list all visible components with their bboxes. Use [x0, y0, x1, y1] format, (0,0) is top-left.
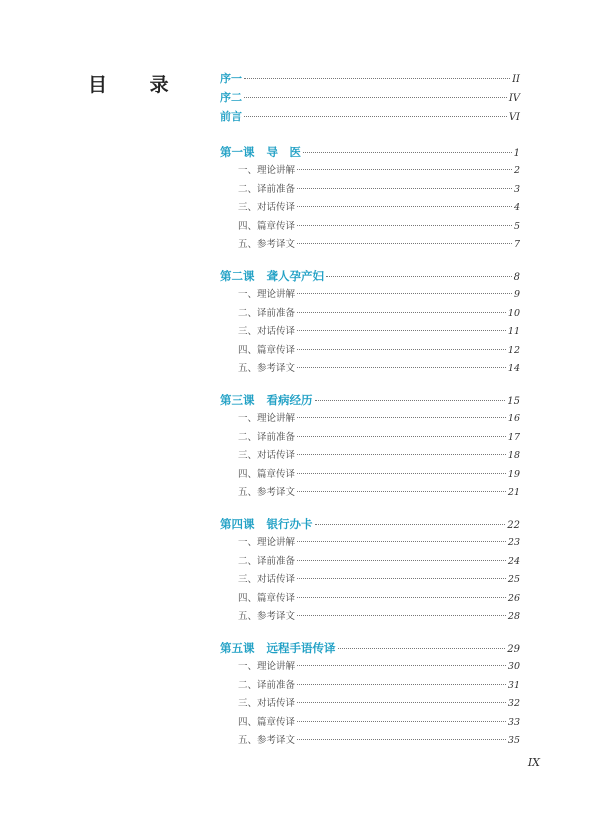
section-label: 一、理论讲解	[238, 661, 296, 672]
page-title: 目 录	[88, 74, 187, 96]
section-label: 二、译前准备	[238, 307, 296, 319]
page-number: IX	[527, 756, 540, 769]
dot-leader	[297, 665, 506, 666]
toc-lesson-1-page: 1	[513, 148, 520, 159]
toc-section[interactable]	[220, 199, 520, 213]
dot-leader	[297, 739, 506, 740]
toc-section-page: 26	[507, 592, 520, 604]
toc-front-2-page: IV	[508, 93, 520, 104]
lesson-title: 银行办卡	[266, 517, 313, 531]
section-label: 三、对话传译	[238, 202, 296, 213]
dot-leader	[297, 578, 506, 579]
toc-section[interactable]	[220, 447, 520, 461]
dot-leader	[297, 243, 512, 244]
toc-section-label	[220, 732, 295, 746]
toc-section-label	[220, 677, 295, 691]
toc-section-label	[220, 484, 295, 498]
toc-section[interactable]	[220, 608, 520, 622]
toc-front-3-label	[220, 108, 242, 124]
toc-lesson-2-page: 8	[513, 272, 520, 283]
toc-lesson-4[interactable]	[220, 516, 520, 532]
toc-section-page: 3	[513, 183, 520, 195]
toc-section[interactable]	[220, 181, 520, 195]
section-label: 五、参考译文	[238, 735, 296, 746]
toc-front-1-page: II	[512, 74, 520, 85]
toc-section-page: 14	[507, 363, 520, 374]
dot-leader	[297, 367, 506, 368]
section-label: 五、参考译文	[238, 611, 296, 622]
toc-section[interactable]	[220, 553, 520, 567]
toc-section[interactable]	[220, 323, 520, 337]
section-label: 四、篇章传译	[238, 344, 296, 356]
toc-lesson-4-label	[220, 516, 313, 532]
toc-lesson-5-label	[220, 640, 336, 656]
toc-section[interactable]	[220, 571, 520, 585]
toc-front-3-page: VI	[508, 112, 520, 123]
dot-leader	[297, 225, 512, 226]
lesson-number: 第四课	[220, 517, 255, 531]
section-label: 四、篇章传译	[238, 716, 296, 728]
toc-section-label	[220, 590, 295, 604]
toc-section-label	[220, 714, 295, 728]
lesson-number: 第五课	[220, 641, 255, 655]
toc-lesson-3-page: 15	[507, 396, 520, 407]
toc-section[interactable]	[220, 466, 520, 480]
toc-section-page: 31	[507, 679, 520, 691]
toc-section-page: 32	[507, 698, 520, 709]
toc-section-label	[220, 429, 295, 443]
toc-section-page: 25	[507, 574, 520, 585]
dot-leader	[244, 97, 507, 98]
toc-lesson-2[interactable]	[220, 268, 520, 284]
toc-section[interactable]	[220, 534, 520, 548]
toc-section-label	[220, 181, 295, 195]
toc-section-page: 7	[513, 239, 520, 250]
dot-leader	[297, 206, 512, 207]
toc-section[interactable]	[220, 286, 520, 300]
toc-section-label	[220, 305, 295, 319]
toc-section-label	[220, 553, 295, 567]
dot-leader	[297, 417, 506, 418]
toc-section-label	[220, 571, 295, 585]
section-label: 二、译前准备	[238, 431, 296, 443]
dot-leader	[297, 330, 506, 331]
toc-lesson-5-page: 29	[507, 644, 520, 655]
toc-front-1[interactable]	[220, 70, 520, 86]
dot-leader	[297, 436, 506, 437]
toc-section-page: 11	[507, 326, 520, 337]
toc-section-label	[220, 162, 295, 176]
section-label: 二、译前准备	[238, 555, 296, 567]
section-label: 三、对话传译	[238, 698, 296, 709]
dot-leader	[297, 684, 506, 685]
toc-section[interactable]	[220, 162, 520, 176]
section-label: 五、参考译文	[238, 487, 296, 498]
toc-section-label	[220, 658, 295, 672]
section-label: 一、理论讲解	[238, 537, 296, 548]
toc-section-page: 19	[507, 468, 520, 480]
toc-front-1-label	[220, 70, 242, 86]
dot-leader	[297, 312, 506, 313]
dot-leader	[297, 597, 506, 598]
toc-section-page: 28	[507, 611, 520, 622]
dot-leader	[297, 454, 506, 455]
toc-section-label	[220, 323, 295, 337]
toc-section-page: 33	[507, 716, 520, 728]
dot-leader	[297, 188, 512, 189]
toc-section[interactable]	[220, 218, 520, 232]
toc-section-page: 23	[507, 537, 520, 548]
toc-lesson-1[interactable]	[220, 144, 520, 160]
toc-section-label	[220, 608, 295, 622]
section-label: 一、理论讲解	[238, 413, 296, 424]
dot-leader	[244, 116, 507, 117]
section-label: 四、篇章传译	[238, 468, 296, 480]
lesson-title: 看病经历	[266, 393, 313, 407]
dot-leader	[303, 152, 512, 153]
toc-section-label	[220, 466, 295, 480]
toc-section[interactable]	[220, 484, 520, 498]
toc-lesson-5[interactable]	[220, 640, 520, 656]
front-label: 前言	[220, 110, 242, 123]
section-label: 一、理论讲解	[238, 289, 296, 300]
toc-section-page: 12	[507, 344, 520, 356]
dot-leader	[297, 721, 506, 722]
toc-section-page: 18	[507, 450, 520, 461]
toc-section-page: 17	[507, 431, 520, 443]
toc-section-label	[220, 534, 295, 548]
toc-lesson-1-label	[220, 144, 301, 160]
toc-section-page: 9	[513, 289, 520, 300]
dot-leader	[244, 78, 510, 79]
toc-section[interactable]	[220, 429, 520, 443]
dot-leader	[297, 293, 512, 294]
section-label: 三、对话传译	[238, 326, 296, 337]
dot-leader	[338, 648, 506, 649]
toc-section-label	[220, 695, 295, 709]
section-label: 五、参考译文	[238, 239, 296, 250]
dot-leader	[297, 491, 506, 492]
section-label: 三、对话传译	[238, 574, 296, 585]
toc-section-label	[220, 447, 295, 461]
toc-section-page: 4	[513, 202, 520, 213]
toc-section-page: 35	[507, 735, 520, 746]
section-label: 四、篇章传译	[238, 220, 296, 232]
dot-leader	[297, 560, 506, 561]
toc-section-label	[220, 360, 295, 374]
toc-section[interactable]	[220, 360, 520, 374]
toc-section[interactable]	[220, 732, 520, 746]
toc-front-2-label	[220, 89, 242, 105]
toc-section-label	[220, 199, 295, 213]
section-label: 二、译前准备	[238, 183, 296, 195]
toc-front-2[interactable]	[220, 89, 520, 105]
lesson-title: 远程手语传译	[266, 641, 336, 655]
lesson-number: 第一课	[220, 145, 255, 159]
toc-lesson-2-label	[220, 268, 324, 284]
toc-section[interactable]	[220, 590, 520, 604]
toc-section-page: 10	[507, 307, 520, 319]
section-label: 三、对话传译	[238, 450, 296, 461]
toc-section-page: 5	[513, 220, 520, 232]
toc-section[interactable]	[220, 714, 520, 728]
dot-leader	[297, 169, 512, 170]
toc-section[interactable]	[220, 658, 520, 672]
lesson-title: 聋人孕产妇	[266, 269, 324, 283]
section-label: 二、译前准备	[238, 679, 296, 691]
toc-section-page: 16	[507, 413, 520, 424]
toc-section[interactable]	[220, 677, 520, 691]
toc-section[interactable]	[220, 695, 520, 709]
toc-section-page: 30	[507, 661, 520, 672]
dot-leader	[297, 615, 506, 616]
toc-section[interactable]	[220, 410, 520, 424]
front-label: 序一	[220, 72, 242, 85]
toc-lesson-3[interactable]	[220, 392, 520, 408]
front-label: 序二	[220, 91, 242, 104]
section-label: 一、理论讲解	[238, 165, 296, 176]
dot-leader	[315, 400, 506, 401]
toc-section[interactable]	[220, 236, 520, 250]
lesson-title: 导 医	[266, 145, 301, 159]
dot-leader	[315, 524, 506, 525]
toc-section-page: 2	[513, 165, 520, 176]
toc-section[interactable]	[220, 305, 520, 319]
dot-leader	[297, 541, 506, 542]
toc-lesson-4-page: 22	[507, 520, 520, 531]
lesson-number: 第二课	[220, 269, 255, 283]
dot-leader	[297, 473, 506, 474]
toc-section-label	[220, 286, 295, 300]
toc-section-label	[220, 410, 295, 424]
toc-section-page: 21	[507, 487, 520, 498]
toc-section-page: 24	[507, 555, 520, 567]
dot-leader	[297, 702, 506, 703]
toc-section[interactable]	[220, 342, 520, 356]
toc-front-3[interactable]	[220, 108, 520, 124]
toc-lesson-3-label	[220, 392, 313, 408]
toc-section-label	[220, 342, 295, 356]
toc-section-label	[220, 218, 295, 232]
dot-leader	[297, 349, 506, 350]
section-label: 四、篇章传译	[238, 592, 296, 604]
toc-section-label	[220, 236, 295, 250]
lesson-number: 第三课	[220, 393, 255, 407]
dot-leader	[326, 276, 512, 277]
section-label: 五、参考译文	[238, 363, 296, 374]
